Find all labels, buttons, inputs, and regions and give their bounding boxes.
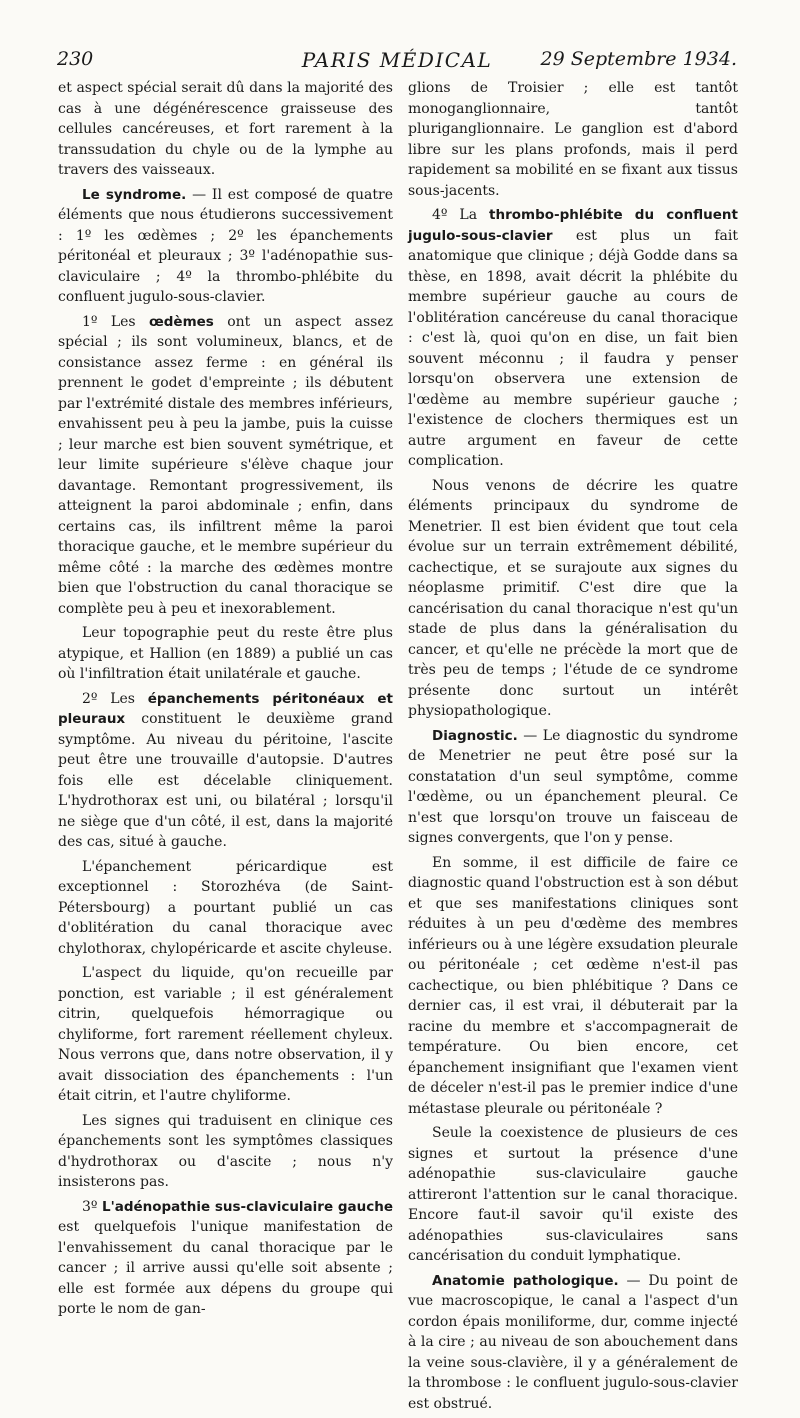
- paragraph-text: — Du point de vue macroscopique, le canal a l'aspect d'un cordon épais moniliforme, dur, comme injecté à la cire ; au niveau de son abouchement dans la veine sous-clavière, il y a généralement de la thrombose : le confluent jugulo-sous-clavier est obstrué.: [408, 1272, 738, 1412]
- paragraph: Seule la coexistence de plusieurs de ces signes et surtout la présence d'une adénopathie sus-claviculaire gauche attireront l'attention sur le canal thoracique. Encore faut-il savoir qu'il existe des adénopathies sus-claviculaires sans cancérisation du conduit lymphatique.: [408, 1125, 738, 1264]
- paragraph: [58, 689, 393, 853]
- paragraph-text: ont un aspect assez spécial ; ils sont volumineux, blancs, et de consistance assez ferme : en général ils prennent le godet d'empreinte ; ils débutent par l'extrémité distale des membres inférieurs, envahissent peu à peu la jambe, puis la cuisse ; leur marche est bien souvent symétrique, et leur limite supérieure s'élève chaque jour davantage. Remontant progressivement, ils atteignent la paroi abdominale ; enfin, dans certains cas, ils infiltrent même la paroi thoracique gauche, et le membre supérieur du même côté : la marche des œdèmes montre bien que l'obstruction du canal thoracique se complète peu à peu et inexorablement.: [58, 313, 393, 617]
- right-column: [408, 78, 738, 1418]
- paragraph: En somme, il est difficile de faire ce diagnostic quand l'obstruction est à son début et que ses manifestations cliniques sont réduites à un peu d'œdème des membres inférieurs ou à une légère exsudation pleurale ou péritonéale ; cet œdème n'est-il pas cachectique, ou bien phlébitique ? Dans ce dernier cas, il est vrai, il débuterait par la racine du membre et s'accompagnerait de température. Ou bien encore, cet épanchement insignifiant que l'examen vient de déceler n'est-il pas le premier indice d'une métastase pleurale ou péritonéale ?: [408, 854, 738, 1117]
- section-heading: Diagnostic.: [432, 727, 518, 744]
- paragraph-lead: 2º Les: [82, 690, 148, 707]
- paragraph: glions de Troisier ; elle est tantôt monoganglionnaire, tantôt pluriganglionnaire. Le ganglion est d'abord libre sur les plans profonds, mais il perd rapidement sa mobilité en se fixant aux tissus sous-jacents.: [408, 80, 738, 199]
- page-number: 230: [57, 48, 94, 70]
- paragraph-lead: 1º Les: [82, 313, 149, 330]
- paragraph-lead: 4º La: [432, 207, 490, 223]
- section-heading: Anatomie pathologique.: [432, 1272, 619, 1289]
- paragraph: [408, 205, 738, 472]
- left-column: [58, 78, 393, 1324]
- paragraph-text: — Il est composé de quatre éléments que nous étudierons successivement : 1º les œdèmes ; 2º les épanchements péritonéal et pleuraux ; 3º l'adénopathie sus-claviculaire ; 4º la thrombo-phlébite du confluent jugulo-sous-clavier.: [58, 186, 393, 305]
- paragraph: et aspect spécial serait dû dans la majorité des cas à une dégénérescence graisseuse des cellules cancéreuses, et fort rarement à la transsudation du chyle ou de la lymphe au travers des vaisseaux.: [58, 80, 393, 178]
- subsection-heading: thrombo-phlébite du confluent jugulo-sous-clavier: [408, 207, 738, 244]
- paragraph: [408, 1271, 738, 1415]
- paragraph-text: est quelquefois l'unique manifestation de l'envahissement du canal thoracique par le cancer ; il arrive aussi qu'elle soit absente ; elle est formée aux dépens du groupe qui porte le nom de gan-: [58, 1219, 393, 1317]
- paragraph: Nous venons de décrire les quatre éléments principaux du syndrome de Menetrier. Il est bien évident que tout cela évolue sur un terrain extrêmement débilité, cachectique, et se surajoute aux signes du néoplasme primitif. C'est dire que la cancérisation du canal thoracique n'est qu'un stade de plus dans la généralisation du cancer, et qu'elle ne précède la mort que de très peu de temps ; l'étude de ce syndrome présente donc surtout un intérêt physiopathologique.: [408, 477, 738, 719]
- paragraph: [58, 1197, 393, 1320]
- paragraph: L'aspect du liquide, qu'on recueille par ponction, est variable ; il est généralement citrin, quelquefois hémorragique ou chyliforme, fort rarement réellement chyleux. Nous verrons que, dans notre observation, il y avait dissociation des épanchements : l'un était citrin, et l'autre chyliforme.: [58, 965, 393, 1104]
- paragraph: [58, 312, 393, 620]
- paragraph-text: — Le diagnostic du syndrome de Menetrier ne peut être posé sur la constatation d'un seul symptôme, comme l'œdème, ou un épanchement pleural. Ce n'est que lorsqu'on trouve un faisceau de signes convergents, que l'on y pense.: [408, 727, 738, 846]
- subsection-heading: épanchements péritonéaux et pleuraux: [58, 690, 393, 727]
- journal-title: PARIS MÉDICAL: [301, 48, 493, 72]
- page-header: [57, 48, 737, 74]
- subsection-heading: L'adénopathie sus-claviculaire gauche: [101, 1198, 393, 1215]
- paragraph: Les signes qui traduisent en clinique ces épanchements sont les symptômes classiques d'hydrothorax ou d'ascite ; nous n'y insisterons pas.: [58, 1112, 393, 1190]
- paragraph-text: constituent le deuxième grand symptôme. Au niveau du péritoine, l'ascite peut être une trouvaille d'autopsie. D'autres fois elle est décelable cliniquement. L'hydrothorax est uni, ou bilatéral ; lorsqu'il ne siège que d'un côté, il est, dans la majorité des cas, situé à gauche.: [58, 711, 393, 850]
- paragraph: [408, 726, 738, 849]
- paragraph-lead: 3º: [82, 1198, 102, 1215]
- issue-date: 29 Septembre 1934.: [540, 48, 737, 70]
- paragraph: L'épanchement péricardique est exceptionnel : Storozhéva (de Saint-Pétersbourg) a pourtant publié un cas d'oblitération du canal thoracique avec chylothorax, chylopéricarde et ascite chyleuse.: [58, 858, 393, 957]
- paragraph-text: est plus un fait anatomique que clinique ; déjà Godde dans sa thèse, en 1898, avait décrit la phlébite du membre supérieur gauche au cours de l'oblitération cancéreuse du canal thoracique : c'est là, quoi qu'on en dise, un fait bien souvent méconnu ; il faudra y penser lorsqu'on observera une extension de l'œdème au membre supérieur gauche ; l'existence de clochers thermiques est un autre argument en faveur de cette complication.: [408, 227, 738, 469]
- section-heading: Le syndrome.: [82, 186, 187, 203]
- paragraph: Leur topographie peut du reste être plus atypique, et Hallion (en 1889) a publié un cas où l'infiltration était unilatérale et gauche.: [58, 625, 393, 682]
- paragraph: [58, 185, 393, 308]
- subsection-heading: œdèmes: [148, 313, 214, 330]
